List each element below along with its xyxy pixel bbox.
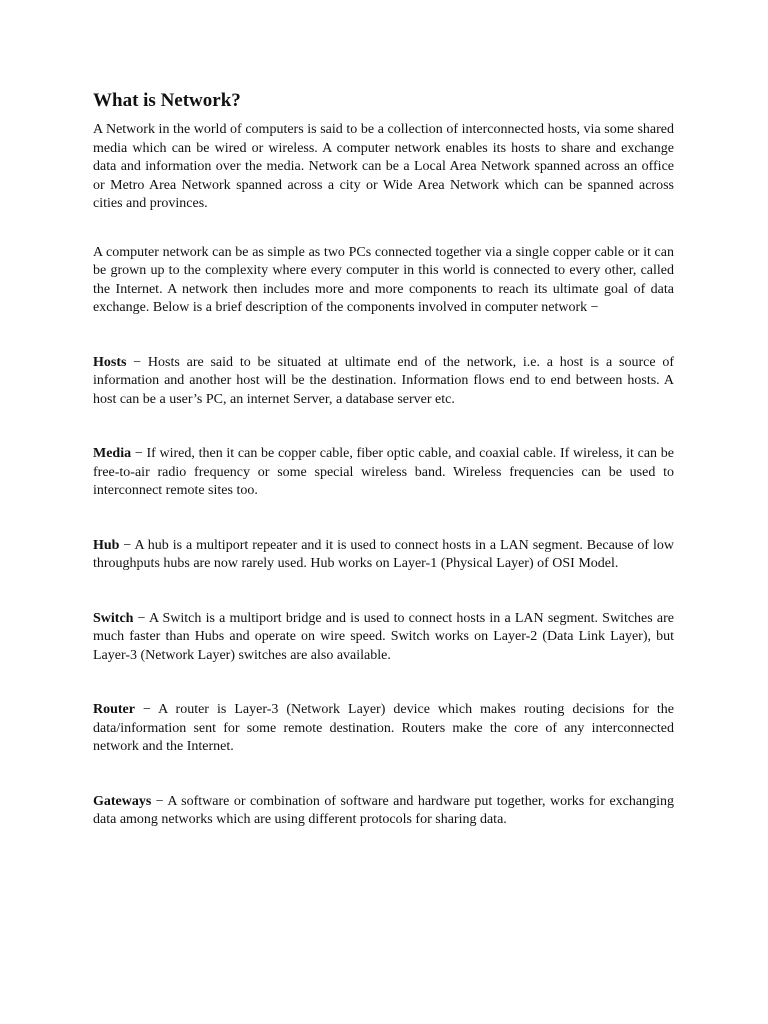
definition-term: Router [93,702,135,717]
paragraph-spacer [93,409,674,445]
paragraph-spacer [93,318,674,354]
intro-paragraph: A Network in the world of computers is said to be a collection of interconnected hosts, via some shared media which can be wired or wireless. A computer network enables its hosts to share and exchange data and information over the media. Network can be a Local Area Network spanned across an office or Metro Area Network spanned across a city or Wide Area Network which can be spanned across cities and provinces. [93,122,674,211]
paragraph-spacer [93,501,674,537]
definition-media [93,445,674,501]
definition-term: Gateways [93,793,152,809]
definition-router [93,701,674,757]
document-page [93,90,674,830]
definition-hub [93,537,674,574]
definition-hosts [93,354,674,410]
definition-text: − A software or combination of software and hardware put together, works for exchanging data among networks which are using different protocols for sharing data. [93,793,674,827]
definition-text: − If wired, then it can be copper cable, fiber optic cable, and coaxial cable. If wireless, it can be free-to-air radio frequency or some special wireless band. Wireless frequencies can be used to interconnect remote sites too. [93,446,674,498]
definition-term: Switch [93,610,134,626]
definition-text: − A router is Layer-3 (Network Layer) device which makes routing decisions for the data/information sent for some remote destination. Routers make the core of any interconnected network and the Internet. [93,702,674,754]
paragraph-spacer [93,214,674,244]
intro-paragraph: A computer network can be as simple as two PCs connected together via a single copper cable or it can be grown up to the complexity where every computer in this world is connected to every other, called the Internet. A network then includes more and more components to reach its ultimate goal of data exchange. Below is a brief description of the components involved in computer network − [93,244,674,315]
definition-term: Hub [93,537,120,553]
definition-switch [93,610,674,666]
definition-text: − A Switch is a multiport bridge and is used to connect hosts in a LAN segment. Switches are much faster than Hubs and operate on wire speed. Switch works on Layer-2 (Data Link Layer), but Layer-3 (Network Layer) switches are also available. [93,610,674,663]
definition-text: − A hub is a multiport repeater and it is used to connect hosts in a LAN segment. Because of low throughputs hubs are now rarely used. Hub works on Layer-1 (Physical Layer) of OSI Model. [93,537,674,571]
paragraph-spacer [93,757,674,793]
definition-text: − Hosts are said to be situated at ultimate end of the network, i.e. a host is a source of information and another host will be the destination. Information flows end to end between hosts. A host can be a user’s PC, an internet Server, a database server etc. [93,354,674,407]
definition-term: Media [93,446,132,461]
paragraph-spacer [93,574,674,610]
definition-term: Hosts [93,354,127,370]
paragraph-spacer [93,665,674,701]
definition-gateways [93,793,674,830]
page-title: What is Network? [93,90,241,111]
